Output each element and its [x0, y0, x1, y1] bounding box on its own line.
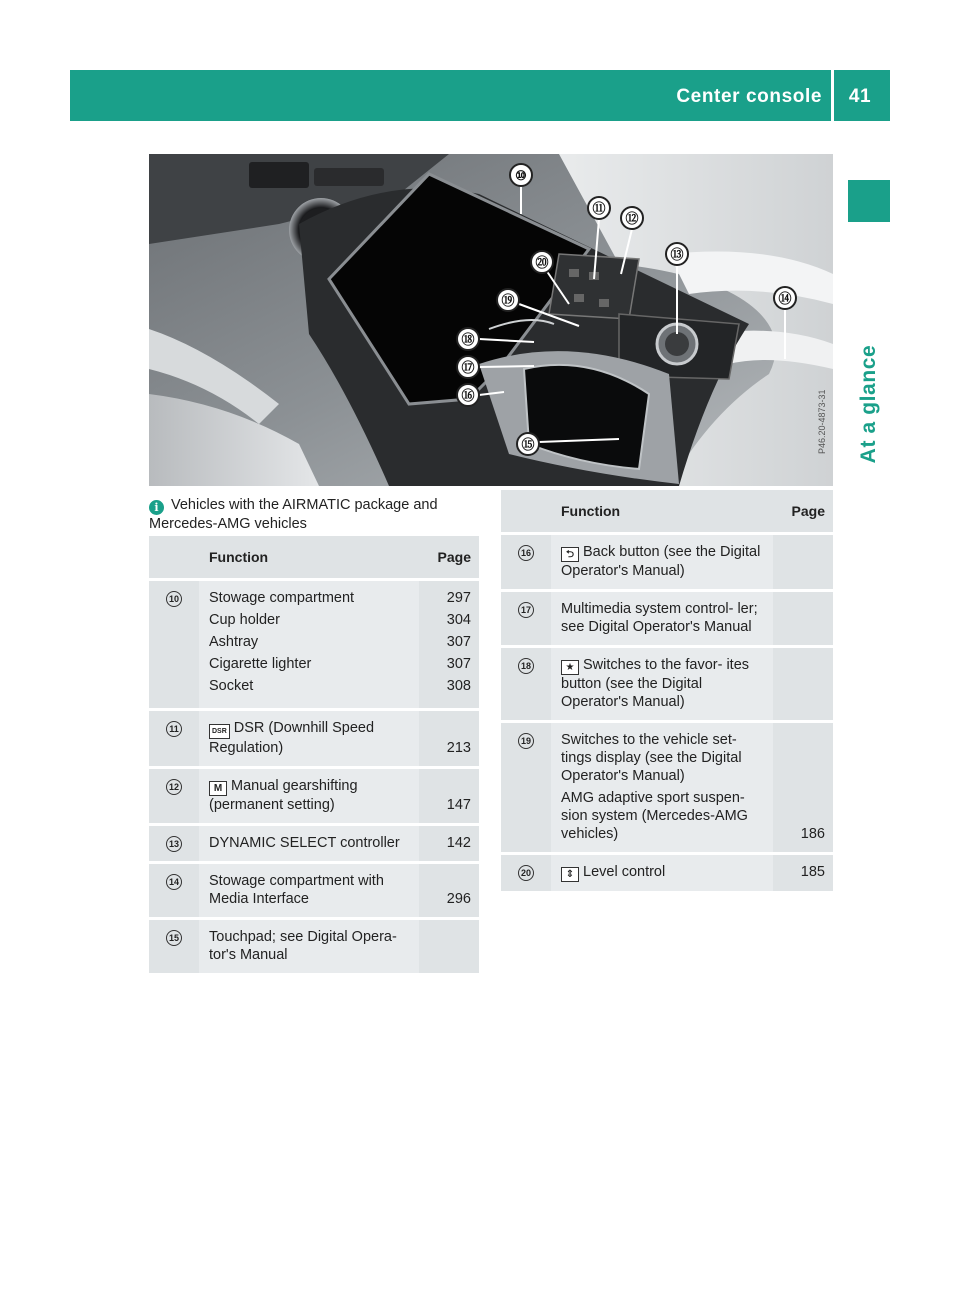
page-ref: 297	[446, 590, 471, 606]
callout-18: ⑱	[461, 332, 475, 347]
level-control-icon: ⇕	[561, 867, 579, 882]
left-function-table	[149, 536, 479, 973]
page-ref: 308	[446, 678, 471, 694]
function-text: Switches to the vehicle set- tings display (see the Digital Operator's Manual)	[561, 732, 742, 784]
item-number: 14	[166, 874, 182, 890]
function-text: Back button (see the Digital Operator's Manual)	[561, 544, 761, 579]
column-header-page: Page	[419, 536, 479, 578]
table-row	[149, 708, 479, 766]
back-icon: ⮌	[561, 547, 579, 562]
callout-19: ⑲	[501, 293, 515, 308]
side-tab-label: At a glance	[857, 344, 880, 464]
callout-16: ⑯	[461, 388, 475, 403]
page-number: 41	[848, 86, 872, 107]
function-text: DSR (Downhill Speed Regulation)	[209, 720, 375, 756]
item-number: 15	[166, 930, 182, 946]
item-number: 17	[518, 602, 534, 618]
function-text: DYNAMIC SELECT controller	[209, 835, 400, 851]
favorite-star-icon: ★	[561, 660, 579, 675]
callout-17: ⑰	[461, 360, 475, 375]
function-text: Touchpad; see Digital Opera- tor's Manual	[209, 929, 397, 963]
note-text: Vehicles with the AIRMATIC package and Mercedes-AMG vehicles	[149, 497, 438, 532]
table-row	[149, 823, 479, 861]
item-number: 19	[518, 733, 534, 749]
page-title: Center console	[676, 86, 822, 107]
column-header-page: Page	[773, 490, 833, 532]
page-ref: 307	[446, 634, 471, 650]
function-text: Level control	[583, 864, 666, 880]
page-ref: 307	[446, 656, 471, 672]
function-text: Switches to the favor- ites button (see the Digital Operator's Manual)	[561, 657, 750, 710]
function-text: AMG adaptive sport suspen- sion system (Mercedes-AMG vehicles)	[561, 790, 748, 842]
callout-11: ⑪	[592, 201, 606, 216]
item-number: 18	[518, 658, 534, 674]
side-tab	[849, 344, 889, 464]
callout-12: ⑫	[625, 211, 639, 226]
column-header-function: Function	[199, 536, 419, 578]
function-text: Stowage compartment	[209, 590, 355, 606]
page-ref: 304	[446, 612, 471, 628]
callout-15: ⑮	[521, 437, 535, 452]
callout-14: ⑭	[778, 291, 792, 306]
item-number: 12	[166, 779, 182, 795]
function-text: Socket	[209, 678, 254, 694]
function-text: Ashtray	[209, 634, 259, 650]
callout-20: ⑳	[535, 255, 549, 270]
item-number: 10	[166, 591, 182, 607]
side-tab-marker	[848, 180, 890, 222]
table-row	[149, 766, 479, 823]
page-ref: 186	[800, 826, 825, 842]
function-text: Manual gearshifting (permanent setting)	[209, 778, 358, 813]
item-number: 20	[518, 865, 534, 881]
table-row	[501, 532, 833, 589]
column-header-number	[501, 490, 551, 532]
column-header-number	[149, 536, 199, 578]
callout-13: ⑬	[670, 247, 684, 262]
manual-gear-icon: M	[209, 781, 227, 796]
table-row	[501, 645, 833, 720]
center-console-figure	[149, 154, 833, 486]
page-ref: 296	[446, 891, 471, 907]
figure-watermark: P46.20-4873-31	[817, 389, 827, 454]
dsr-icon: DSR	[209, 724, 230, 739]
item-number: 16	[518, 545, 534, 561]
page-ref: 142	[446, 835, 471, 851]
table-row	[501, 720, 833, 852]
header-separator	[831, 70, 834, 121]
function-text: Multimedia system control- ler; see Digital Operator's Manual	[561, 601, 758, 635]
page-ref: 185	[800, 864, 825, 880]
info-icon: i	[149, 500, 164, 515]
table-row	[501, 852, 833, 891]
callout-10: ⑩	[515, 168, 527, 183]
table-row	[149, 861, 479, 917]
item-number: 13	[166, 836, 182, 852]
function-text: Cup holder	[209, 612, 280, 628]
page-ref: 213	[446, 740, 471, 756]
airmatic-note	[149, 496, 479, 533]
function-text: Stowage compartment with Media Interface	[209, 873, 384, 907]
right-function-table	[501, 490, 833, 891]
page-ref: 147	[446, 797, 471, 813]
column-header-function: Function	[551, 490, 773, 532]
item-number: 11	[166, 721, 182, 737]
table-row	[501, 589, 833, 645]
table-row	[149, 917, 479, 973]
function-text: Cigarette lighter	[209, 656, 312, 672]
table-row	[149, 578, 479, 708]
